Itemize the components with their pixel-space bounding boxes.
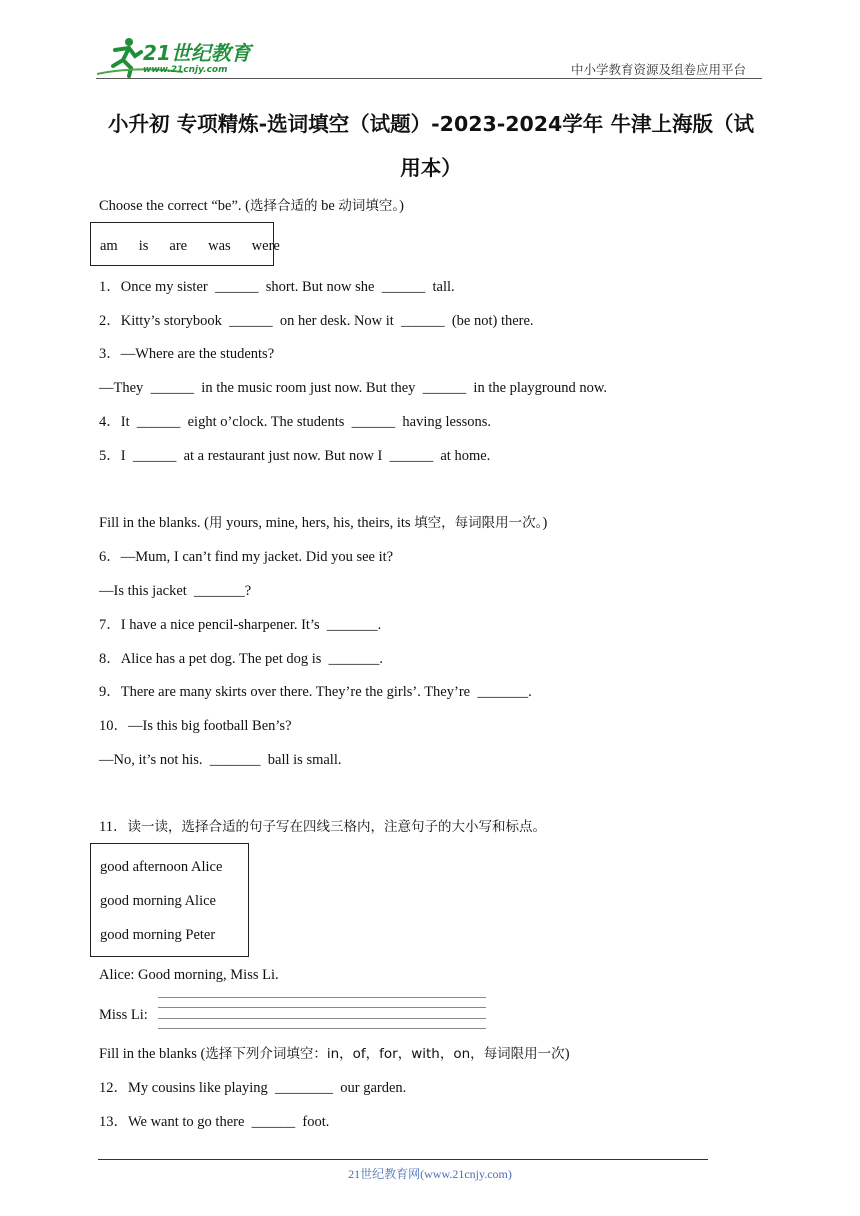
question-3-answer: —They ______ in the music room just now. But they ______ in the playground now. — [99, 380, 607, 396]
dialog-miss-li: Miss Li: — [99, 1007, 148, 1023]
word-bank-be — [90, 222, 280, 266]
question-10-answer: —No, it’s not his. _______ ball is small. — [99, 752, 342, 768]
svg-text:21世纪教育: 21世纪教育 — [143, 41, 251, 65]
sentence-option: good morning Alice — [100, 893, 216, 909]
word-option: were — [251, 238, 280, 254]
question-5: 5．I ______ at a restaurant just now. But now I ______ at home. — [99, 448, 491, 464]
sentence-option: good afternoon Alice — [100, 859, 223, 875]
word-option: am — [100, 238, 118, 254]
question-9: 9．There are many skirts over there. They’re the girls’. They’re _______. — [99, 684, 532, 700]
svg-text:www.21cnjy.com: www.21cnjy.com — [143, 65, 228, 75]
footer-divider — [98, 1159, 708, 1160]
word-option: are — [169, 238, 188, 254]
section2-instruction: Fill in the blanks. (用 yours, mine, hers, his, theirs, its 填空，每词限用一次。) — [99, 515, 548, 531]
section1-instruction: Choose the correct “be”. (选择合适的 be 动词填空。) — [99, 198, 404, 214]
title-line-2: 用本） — [400, 156, 462, 180]
sentence-option: good morning Peter — [100, 927, 216, 943]
dialog-alice: Alice: Good morning, Miss Li. — [99, 967, 279, 983]
page-title — [98, 102, 764, 190]
question-1: 1．Once my sister ______ short. But now she ______ tall. — [99, 279, 455, 295]
question-6-answer: —Is this jacket _______? — [99, 583, 252, 599]
title-line-1: 小升初 专项精炼-选词填空（试题）-2023-2024学年 牛津上海版（试 — [108, 112, 754, 136]
question-8: 8．Alice has a pet dog. The pet dog is _______. — [99, 651, 384, 667]
question-2: 2．Kitty’s storybook ______ on her desk. Now it ______ (be not) there. — [99, 313, 534, 329]
four-line-writing-grid[interactable] — [158, 997, 486, 1029]
question-10: 10．—Is this big football Ben’s? — [99, 718, 292, 734]
site-logo — [95, 36, 265, 80]
question-11: 11．读一读，选择合适的句子写在四线三格内，注意句子的大小写和标点。 — [99, 819, 546, 835]
question-7: 7．I have a nice pencil-sharpener. It’s _______. — [99, 617, 382, 633]
word-option: is — [138, 238, 149, 254]
question-13: 13．We want to go there ______ foot. — [99, 1114, 330, 1130]
question-12: 12．My cousins like playing ________ our garden. — [99, 1080, 407, 1096]
section3-instruction: Fill in the blanks (选择下列介词填空：in，of，for，with，on，每词限用一次) — [99, 1046, 570, 1062]
question-6: 6．—Mum, I can’t find my jacket. Did you see it? — [99, 549, 394, 565]
question-4: 4．It ______ eight o’clock. The students ______ having lessons. — [99, 414, 491, 430]
word-option: was — [208, 238, 231, 254]
platform-name: 中小学教育资源及组卷应用平台 — [571, 62, 747, 77]
sentence-options-box — [90, 843, 249, 957]
question-3: 3．—Where are the students? — [99, 346, 275, 362]
header-divider — [96, 78, 762, 79]
footer-site-link[interactable]: 21世纪教育网(www.21cnjy.com) — [348, 1167, 512, 1181]
